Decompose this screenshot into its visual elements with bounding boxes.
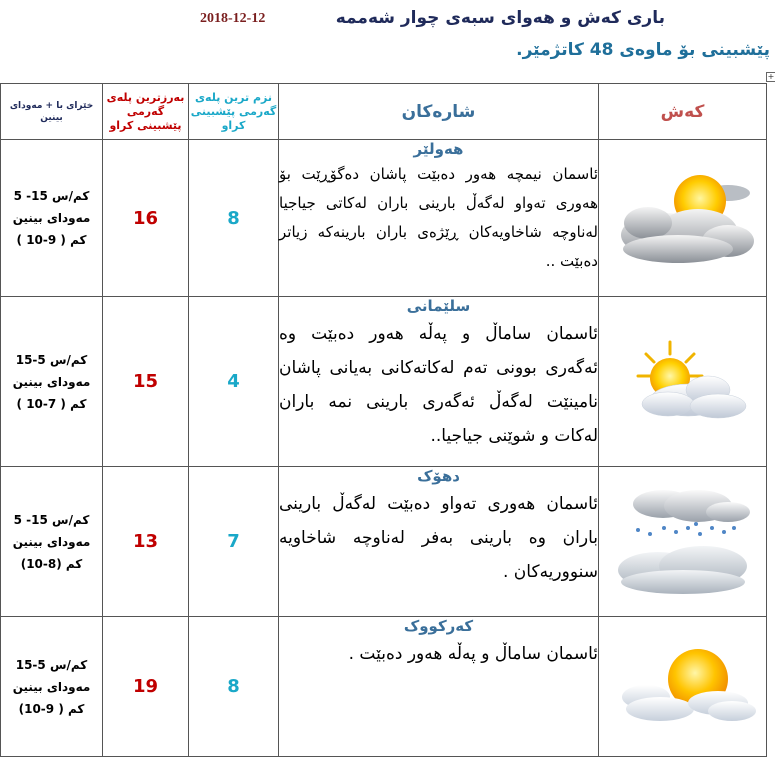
page-title: باری کەش و هەوای سبەی چوار شەممە — [335, 8, 665, 28]
visibility-range: (10-9 ) کم — [18, 701, 85, 716]
wind-visibility-cell — [1, 467, 103, 617]
sun-with-clouds-icon — [608, 637, 758, 737]
weather-icon-cell — [599, 617, 767, 757]
header-max-temp: بەرزترین پلەی گەرمی پێشبینی کراو — [103, 84, 189, 140]
max-temp: 19 — [103, 617, 189, 757]
city-description-cell — [279, 297, 599, 467]
table-row — [1, 467, 767, 617]
weather-icon-cell — [599, 467, 767, 617]
forecast-description: ئاسمان هەوری تەواو دەبێت لەگەڵ بارینی باران وە بارینی بەفر لەناوچە شاخاویە سنووریەکان . — [279, 494, 598, 582]
max-temp: 13 — [103, 467, 189, 617]
wind-speed: 15-5 کم/س — [15, 352, 88, 367]
wind-visibility-cell — [1, 617, 103, 757]
header-wind: خێرای با + مەودای بینین — [1, 84, 103, 140]
sun-behind-cloud-icon — [608, 163, 758, 273]
forecast-table — [0, 83, 767, 757]
table-header-row — [1, 84, 767, 140]
weather-icon-cell — [599, 140, 767, 297]
min-temp: 8 — [189, 617, 279, 757]
city-name: دهۆک — [417, 467, 460, 485]
city-name: سلێمانی — [406, 297, 471, 315]
min-temp: 4 — [189, 297, 279, 467]
visibility-range: (10-8) کم — [20, 556, 83, 571]
visibility-label: مەودای بینین — [12, 211, 91, 225]
forecast-description: ئاسمان ساماڵ و پەڵە هەور دەبێت . — [348, 644, 598, 664]
max-temp: 15 — [103, 297, 189, 467]
partly-cloudy-icon — [608, 332, 758, 432]
table-row — [1, 617, 767, 757]
visibility-range: ( 10-9 ) کم — [16, 233, 87, 247]
visibility-label: مەودای بینین — [12, 534, 91, 549]
table-row — [1, 297, 767, 467]
header-min-temp: نزم ترین پلەی گەرمی پێشبینی کراو — [189, 84, 279, 140]
min-temp: 8 — [189, 140, 279, 297]
wind-visibility-cell — [1, 140, 103, 297]
header-cities: شارەکان — [279, 84, 599, 140]
min-temp: 7 — [189, 467, 279, 617]
rain-clouds-icon — [608, 482, 758, 602]
forecast-description: ئاسمان ساماڵ و پەڵە هەور دەبێت وە ئەگەری بوونی تەم لەکاتەکانی بەیانی پاشان نامینێت لەگەڵ ئەگەری بارینی نمە باران لەکات و شوێنی جیاجیا.. — [279, 324, 598, 446]
wind-visibility-cell — [1, 297, 103, 467]
city-name: هەولێر — [413, 140, 464, 158]
max-temp: 16 — [103, 140, 189, 297]
forecast-date: 2018-12-12 — [200, 11, 266, 26]
weather-icon-cell — [599, 297, 767, 467]
table-move-handle[interactable]: + — [767, 72, 775, 81]
visibility-label: مەودای بینین — [12, 679, 91, 694]
wind-speed: 5 -15 کم/س — [13, 189, 90, 203]
wind-speed: 15-5 کم/س — [15, 657, 88, 672]
city-name: کەرکووک — [403, 617, 474, 635]
visibility-range: ( 10-7 ) کم — [16, 396, 87, 411]
city-description-cell — [279, 467, 599, 617]
table-row — [1, 140, 767, 297]
page-subtitle: پێشبینی بۆ ماوەی 48 کاتژمێر. — [516, 40, 770, 60]
city-description-cell — [279, 617, 599, 757]
city-description-cell — [279, 140, 599, 297]
forecast-description: ئاسمان نیمچە هەور دەبێت پاشان دەگۆڕێت بۆ هەوری تەواو لەگەڵ بارینی باران لەکاتی جیاجیا لەناوچە شاخاویەکان ڕێژەی باران بارینەکە زیاتر دەبێت .. — [279, 165, 598, 270]
visibility-label: مەودای بینین — [12, 374, 91, 389]
header — [0, 6, 775, 34]
header-weather: کەش — [599, 84, 767, 140]
wind-speed: 5 -15 کم/س — [13, 512, 90, 527]
